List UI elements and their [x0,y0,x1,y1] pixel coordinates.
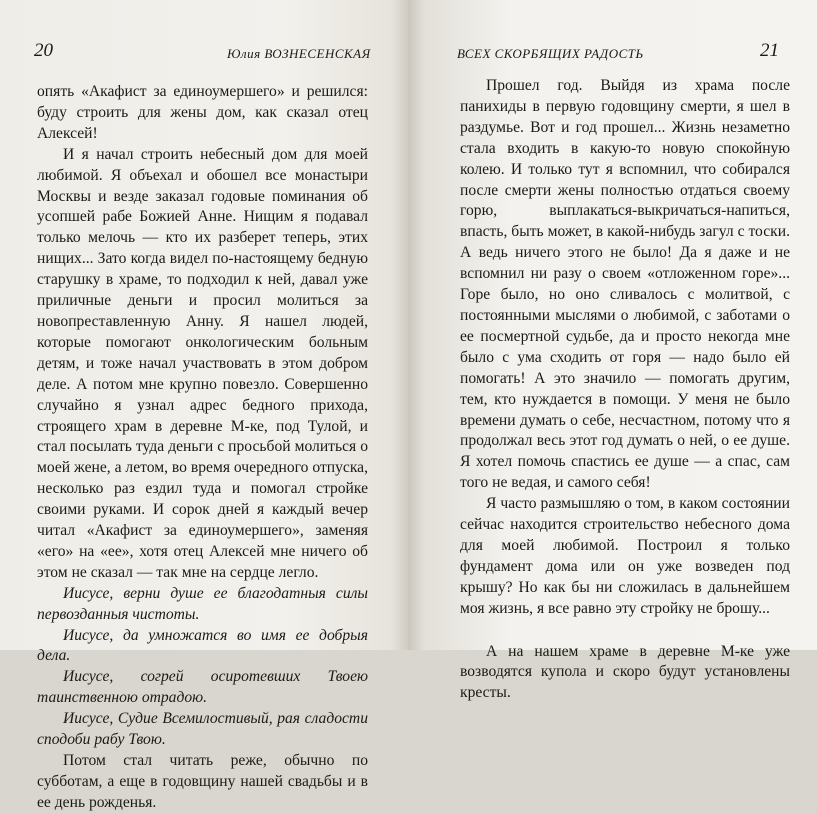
paragraph: А на нашем храме в деревне М-ке уже возводятся купола и скоро будут установлены кресты. [460,642,790,702]
left-text-column [37,82,368,814]
running-head-author: Юлия ВОЗНЕСЕНСКАЯ [227,46,371,61]
running-head-title: ВСЕХ СКОРБЯЩИХ РАДОСТЬ [457,46,644,61]
paragraph: И я начал строить небесный дом для моей любимой. Я объехал и обошел все монастыри Москвы и везде заказал годовые поминания об усопшей рабе Божией Анне. Нищим я подавал только мелочь — кто их разберет теперь, этих нищих... Зато когда видел по-настоящему бедную старушку в храме, то подходил к ней, давал уже приличные деньги и просил молиться за новопреставленную Анну. Я нашел людей, которые помогают онкологическим больным детям, и тоже начал участвовать в этом добром деле. А потом мне крупно повезло. Совершенно случайно я узнал адрес бедного прихода, строящего храм в деревне М-ке, под Тулой, и стал посылать туда деньги с просьбой молиться о моей жене, а летом, во время очередного отпуска, несколько раз ездил туда и помогал стройке своими руками. И сорок дней я каждый вечер читал «Акафист за единоумершего», заменяя «его» на «ее», хотя отец Алексей мне ничего об этом не сказал — так мне на сердце легло. [37,145,368,581]
right-text-column [460,76,790,704]
left-page [0,0,408,811]
page-number-right: 21 [760,40,779,61]
prayer-line: Иисусе, да умножатся во имя ее добрыя дела. [37,626,368,665]
prayer-line: Иисусе, согрей осиротевших Твоею таинственною отрадою. [37,668,368,707]
paragraph: Потом стал читать реже, обычно по субботам, а еще в годовщину нашей свадьбы и в ее день рожденья. [37,752,368,811]
paragraph: Я часто размышляю о том, в каком состоянии сейчас находится строительство небесного дома для моей любимой. Построил я только фундамент дома или он уже возведен под крышу? Но как бы ни сложилась в дальнейшем моя жизнь, я все равно эту стройку не брошу... [460,495,790,617]
prayer-line: Иисусе, верни душе ее благодатныя силы первозданныя чистоты. [37,584,368,623]
page-number-left: 20 [34,40,53,61]
prayer-line: Иисусе, Судие Всемилостивый, рая сладости сподоби рабу Твою. [37,710,368,749]
paragraph: опять «Акафист за единоумершего» и решился: буду строить для жены дом, как сказал отец Алексей! [37,83,368,142]
right-page [408,0,817,702]
paragraph: Прошел год. Выйдя из храма после панихиды в первую годовщину смерти, я шел в раздумье. Вот и год прошел... Жизнь незаметно стала входить в какую-то новую спокойную колею. И только тут я вспомнил, что собирался после смерти жены полностью отдаться своему горю, выплакаться-выкричаться-напиться, впасть, быть может, в какой-нибудь загул с тоски. А ведь ничего этого не было! Да я даже и не вспомнил ни разу о своем «отложенном горе»... Горе было, но оно сливалось с молитвой, с постоянными мыслями о любимой, с заботами о ее посмертной судьбе, да и просто некогда мне было с ума сходить от горя — надо было ей помогать! А это значило — помогать другим, тем, кто нуждается в помощи. У меня не было времени думать о себе, несчастном, потому что я продолжал весь этот год думать о ней, о ее душе. Я хотел помочь спастись ее душе — а спас, сам того не ведая, и самого себя! [460,77,790,492]
